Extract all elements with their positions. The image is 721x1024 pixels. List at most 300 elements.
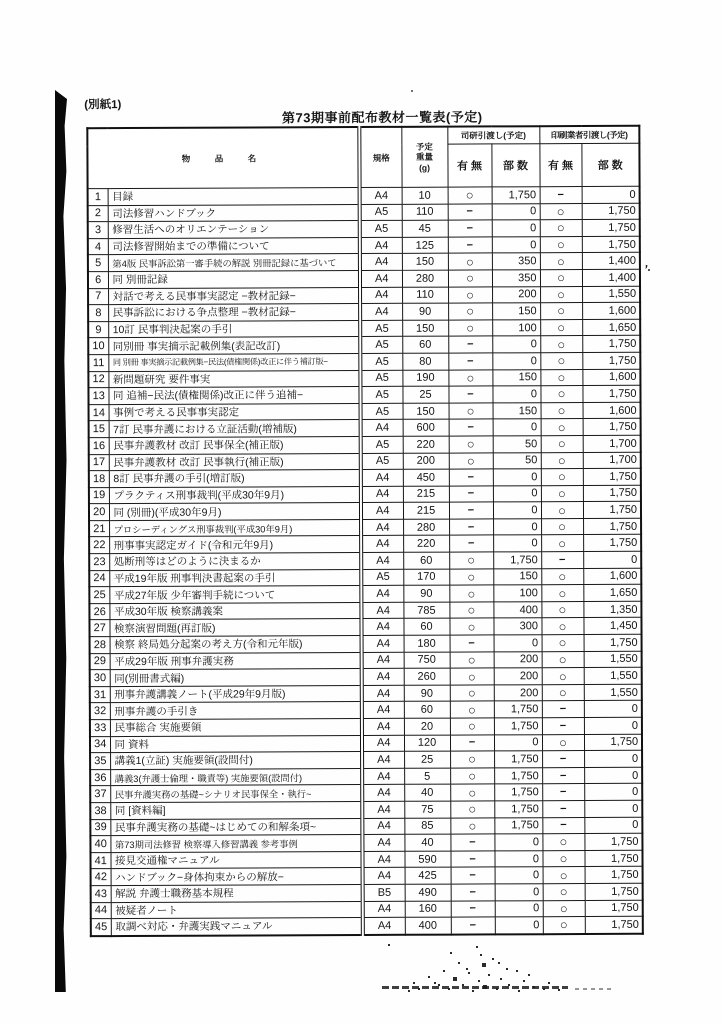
item-name: 目録 (108, 188, 360, 206)
shiken-presence-mark: ○ (448, 303, 492, 320)
printer-presence-mark: ○ (541, 568, 583, 585)
printer-copies: 1,750 (585, 900, 643, 917)
item-name: 司法修習開始までの準備について (108, 237, 360, 255)
row-number: 26 (89, 603, 109, 620)
printer-presence-mark: − (540, 187, 582, 204)
item-weight: 40 (404, 834, 450, 851)
item-weight: 25 (402, 386, 448, 403)
row-number: 30 (90, 670, 110, 687)
shiken-copies: 1,750 (494, 817, 542, 834)
item-name: 解説 弁護士職務基本規程 (111, 884, 363, 902)
item-name: 新問題研究 要件事実 (108, 370, 360, 388)
header-weight: 予定 重量 (g) (401, 127, 447, 188)
item-name: 同(別冊書式編) (110, 669, 362, 687)
shiken-presence-mark: ○ (448, 286, 492, 303)
item-size: A5 (361, 569, 403, 586)
item-weight: 490 (405, 884, 451, 901)
printer-presence-mark: ○ (540, 220, 582, 237)
scan-noise-streak (382, 986, 568, 989)
printer-copies: 1,550 (584, 667, 642, 684)
item-weight: 785 (403, 602, 449, 619)
item-name: 同 追補−民法(債権関係)改正に伴う追補− (108, 387, 360, 405)
table-row (88, 336, 640, 355)
table-row (89, 419, 641, 438)
item-name: 民事訴訟における争点整理 −教材記録− (108, 304, 360, 322)
header-item-name: 物 品 名 (87, 127, 359, 189)
printer-presence-mark: ○ (543, 883, 585, 900)
row-number: 41 (90, 852, 110, 869)
printer-presence-mark: ○ (541, 485, 583, 502)
printer-copies: 1,650 (583, 585, 641, 602)
table-body (88, 186, 643, 936)
item-size: A4 (360, 303, 402, 320)
item-weight: 170 (403, 569, 449, 586)
item-size: A4 (362, 669, 404, 686)
item-weight: 220 (403, 436, 449, 453)
shiken-presence-mark: ○ (449, 618, 493, 635)
item-weight: 150 (402, 253, 448, 270)
item-weight: 40 (404, 784, 450, 801)
printer-copies: 1,750 (582, 385, 640, 402)
shiken-copies: 0 (495, 867, 543, 884)
item-weight: 260 (404, 668, 450, 685)
printer-presence-mark: ○ (542, 668, 584, 685)
table-row (89, 452, 641, 471)
attachment-label: (別紙1) (84, 99, 122, 112)
item-size: A5 (361, 453, 403, 470)
shiken-presence-mark: − (449, 419, 493, 436)
item-name: プラクティス刑事裁判(平成30年9月) (109, 486, 361, 504)
shiken-presence-mark: ○ (449, 452, 493, 469)
item-name: 同 資料 (110, 735, 362, 753)
printer-copies: 1,750 (584, 833, 642, 850)
item-weight: 60 (403, 552, 449, 569)
printer-copies: 1,450 (583, 618, 641, 635)
printer-presence-mark: − (542, 751, 584, 768)
item-weight: 45 (402, 220, 448, 237)
item-name: 第73期司法修習 検察導入修習講義 参考事例 (110, 835, 362, 853)
item-weight: 80 (402, 353, 448, 370)
printer-copies: 0 (584, 717, 642, 734)
printer-presence-mark: − (542, 800, 584, 817)
shiken-copies: 0 (493, 502, 541, 519)
shiken-copies: 0 (492, 353, 540, 370)
item-size: A4 (360, 270, 402, 287)
printer-copies: 1,550 (584, 684, 642, 701)
shiken-copies: 0 (492, 236, 540, 253)
row-number: 6 (88, 272, 108, 289)
item-name: 平成30年版 検察講義案 (109, 602, 361, 620)
item-weight: 120 (404, 735, 450, 752)
shiken-copies: 350 (492, 270, 540, 287)
item-name: 10訂 民事判決起案の手引 (108, 320, 360, 338)
shiken-presence-mark: − (448, 353, 492, 370)
printer-presence-mark: ○ (541, 469, 583, 486)
item-name: 講義3(弁護士倫理・職責等) 実施要領(設問付) (110, 768, 362, 786)
printer-copies: 1,750 (585, 883, 643, 900)
printer-presence-mark: ○ (541, 585, 583, 602)
item-name: 同 [資料編] (110, 801, 362, 819)
item-size: A4 (362, 685, 404, 702)
shiken-copies: 200 (492, 286, 540, 303)
printer-copies: 1,750 (583, 468, 641, 485)
item-weight: 125 (402, 237, 448, 254)
printer-copies: 1,550 (582, 286, 640, 303)
header-group-shiken: 司研引渡し(予定) (447, 126, 539, 144)
printer-presence-mark: ○ (540, 236, 582, 253)
item-size: A5 (360, 386, 402, 403)
shiken-presence-mark: ○ (449, 602, 493, 619)
shiken-presence-mark: ○ (449, 436, 493, 453)
shiken-presence-mark: ○ (450, 718, 494, 735)
item-name: 刑事弁護の手引き (110, 702, 362, 720)
shiken-presence-mark: − (448, 204, 492, 221)
printer-copies: 0 (584, 701, 642, 718)
materials-table (86, 125, 644, 937)
printer-presence-mark: ○ (542, 684, 584, 701)
item-size: A4 (362, 751, 404, 768)
item-size: A4 (361, 586, 403, 603)
item-name: 接見交通権マニュアル (110, 851, 362, 869)
printer-presence-mark: ○ (541, 435, 583, 452)
printer-copies: 1,350 (583, 601, 641, 618)
table-row (88, 203, 640, 222)
row-number: 22 (89, 537, 109, 554)
printer-presence-mark: ○ (540, 286, 582, 303)
row-number: 45 (91, 919, 111, 936)
row-number: 5 (88, 255, 108, 272)
item-size: A4 (362, 718, 404, 735)
item-weight: 750 (404, 652, 450, 669)
printer-presence-mark: ○ (541, 502, 583, 519)
item-name: 検察演習問題(再訂版) (109, 619, 361, 637)
item-name: 刑事事実認定ガイド(令和元年9月) (109, 536, 361, 554)
item-size: A4 (362, 652, 404, 669)
row-number: 34 (90, 736, 110, 753)
item-size: A4 (360, 237, 402, 254)
item-size: A5 (361, 403, 403, 420)
printer-presence-mark: − (542, 784, 584, 801)
shiken-copies: 0 (492, 336, 540, 353)
item-weight: 590 (404, 851, 450, 868)
item-weight: 200 (403, 453, 449, 470)
item-name: 平成27年版 少年審判手続について (109, 586, 361, 604)
shiken-copies: 0 (493, 519, 541, 536)
item-weight: 75 (404, 801, 450, 818)
shiken-presence-mark: − (449, 469, 493, 486)
printer-presence-mark: − (542, 817, 584, 834)
shiken-presence-mark: ○ (450, 701, 494, 718)
row-number: 10 (88, 338, 108, 355)
printer-presence-mark: ○ (540, 319, 582, 336)
row-number: 40 (90, 836, 110, 853)
item-size: A4 (362, 735, 404, 752)
item-size: A4 (361, 536, 403, 553)
item-name: 8訂 民事弁護の手引(増訂版) (109, 470, 361, 488)
item-size: A4 (362, 768, 404, 785)
printer-copies: 1,750 (582, 219, 640, 236)
printer-copies: 1,750 (583, 502, 641, 519)
item-weight: 5 (404, 768, 450, 785)
item-size: A5 (360, 221, 402, 238)
table-row (88, 253, 640, 272)
shiken-copies: 350 (492, 253, 540, 270)
shiken-copies: 1,750 (493, 552, 541, 569)
shiken-copies: 50 (493, 452, 541, 469)
printer-copies: 1,600 (583, 402, 641, 419)
shiken-copies: 50 (493, 436, 541, 453)
shiken-presence-mark: − (451, 884, 495, 901)
printer-copies: 1,550 (584, 651, 642, 668)
shiken-presence-mark: − (449, 486, 493, 503)
item-name: 同 別冊記録 (108, 270, 360, 288)
printer-copies: 1,750 (585, 916, 643, 933)
shiken-presence-mark: − (449, 502, 493, 519)
item-name: 同別冊 事実摘示記載例集(表記改訂) (108, 337, 360, 355)
item-weight: 215 (403, 502, 449, 519)
printer-presence-mark: ○ (541, 535, 583, 552)
printer-copies: 1,750 (585, 850, 643, 867)
item-name: 民事総合 実施要領 (110, 718, 362, 736)
shiken-copies: 150 (493, 402, 541, 419)
printer-presence-mark: ○ (541, 601, 583, 618)
item-size: A4 (361, 602, 403, 619)
shiken-presence-mark: − (451, 867, 495, 884)
row-number: 44 (91, 902, 111, 919)
table-row (89, 485, 641, 504)
item-name: ハンドブック−身体拘束からの解放− (111, 868, 363, 886)
row-number: 14 (89, 404, 109, 421)
printer-presence-mark: ○ (540, 386, 582, 403)
printer-presence-mark: ○ (541, 402, 583, 419)
item-name: 平成29年版 刑事弁護実務 (110, 652, 362, 670)
item-size: A4 (362, 834, 404, 851)
shiken-copies: 0 (492, 203, 540, 220)
row-number: 1 (88, 189, 108, 206)
row-number: 21 (89, 520, 109, 537)
item-weight: 20 (404, 718, 450, 735)
printer-copies: 1,750 (582, 203, 640, 220)
printer-copies: 0 (584, 767, 642, 784)
shiken-copies: 200 (494, 651, 542, 668)
shiken-copies: 0 (493, 419, 541, 436)
shiken-copies: 0 (493, 485, 541, 502)
item-size: A5 (360, 320, 402, 337)
printer-copies: 1,750 (583, 518, 641, 535)
row-number: 12 (88, 371, 108, 388)
item-size: A4 (361, 420, 403, 437)
header-printer-copies: 部 数 (581, 143, 639, 186)
printer-presence-mark: ○ (540, 270, 582, 287)
printer-copies: 1,600 (582, 302, 640, 319)
header-size: 規格 (359, 127, 401, 188)
item-weight: 150 (402, 320, 448, 337)
shiken-copies: 1,750 (492, 187, 540, 204)
printer-copies: 1,750 (582, 336, 640, 353)
item-size: A5 (360, 337, 402, 354)
item-name: 司法修習ハンドブック (108, 204, 360, 222)
item-weight: 60 (404, 702, 450, 719)
item-weight: 215 (403, 486, 449, 503)
printer-presence-mark: ○ (543, 900, 585, 917)
item-name: 同 別冊 事実摘示記載例集−民法(債権関係)改正に伴う補訂版− (108, 353, 360, 371)
shiken-copies: 0 (494, 635, 542, 652)
item-size: A5 (360, 370, 402, 387)
row-number: 23 (89, 554, 109, 571)
item-size: A4 (361, 519, 403, 536)
item-weight: 25 (404, 751, 450, 768)
printer-presence-mark: ○ (540, 203, 582, 220)
table-row (89, 568, 641, 587)
row-number: 3 (88, 222, 108, 239)
row-number: 7 (88, 288, 108, 305)
printer-copies: 0 (583, 551, 641, 568)
item-weight: 600 (403, 419, 449, 436)
shiken-presence-mark: ○ (449, 585, 493, 602)
table-row (89, 585, 641, 604)
shiken-copies: 150 (492, 303, 540, 320)
shiken-copies: 150 (492, 369, 540, 386)
printer-copies: 0 (584, 750, 642, 767)
shiken-presence-mark: ○ (448, 187, 492, 204)
printer-presence-mark: ○ (540, 303, 582, 320)
shiken-presence-mark: − (448, 386, 492, 403)
shiken-copies: 0 (494, 850, 542, 867)
item-size: A4 (361, 552, 403, 569)
shiken-copies: 100 (492, 319, 540, 336)
row-number: 42 (91, 869, 111, 886)
row-number: 11 (88, 355, 108, 372)
shiken-presence-mark: − (451, 917, 495, 934)
shiken-presence-mark: ○ (450, 652, 494, 669)
printer-copies: 0 (584, 784, 642, 801)
item-weight: 85 (404, 818, 450, 835)
table-row (89, 502, 641, 521)
row-number: 17 (89, 454, 109, 471)
table-row (89, 535, 641, 554)
shiken-copies: 1,750 (494, 767, 542, 784)
shiken-presence-mark: ○ (450, 817, 494, 834)
printer-copies: 1,750 (582, 352, 640, 369)
item-weight: 110 (402, 204, 448, 221)
item-size: A5 (360, 353, 402, 370)
row-number: 27 (89, 620, 109, 637)
row-number: 24 (89, 570, 109, 587)
shiken-presence-mark: − (450, 834, 494, 851)
shiken-copies: 0 (493, 469, 541, 486)
row-number: 33 (90, 720, 110, 737)
row-number: 25 (89, 587, 109, 604)
header-group-printer: 印刷業者引渡し(予定) (539, 126, 639, 144)
shiken-presence-mark: ○ (450, 768, 494, 785)
shiken-copies: 0 (492, 386, 540, 403)
printer-presence-mark: ○ (543, 917, 585, 934)
table-row (91, 916, 643, 936)
table-row (90, 651, 642, 670)
item-size: A4 (363, 901, 405, 918)
shiken-copies: 0 (493, 535, 541, 552)
printer-presence-mark: − (542, 701, 584, 718)
row-number: 37 (90, 786, 110, 803)
shiken-copies: 300 (493, 618, 541, 635)
printer-presence-mark: ○ (541, 452, 583, 469)
shiken-copies: 1,750 (494, 718, 542, 735)
printer-copies: 0 (584, 817, 642, 834)
item-size: A5 (360, 204, 402, 221)
row-number: 43 (91, 886, 111, 903)
table-row (91, 900, 643, 919)
printer-copies: 0 (582, 186, 640, 203)
item-size: A4 (362, 785, 404, 802)
printer-presence-mark: ○ (540, 336, 582, 353)
item-weight: 220 (403, 536, 449, 553)
shiken-presence-mark: − (451, 900, 495, 917)
printer-copies: 1,750 (583, 419, 641, 436)
shiken-presence-mark: ○ (448, 320, 492, 337)
table-row (90, 734, 642, 753)
item-name: 同 (別冊)(平成30年9月) (109, 503, 361, 521)
header-printer-presence: 有 無 (539, 144, 581, 187)
row-number: 20 (89, 504, 109, 521)
shiken-presence-mark: − (448, 336, 492, 353)
scan-noise-dots (388, 944, 390, 946)
item-size: B5 (363, 884, 405, 901)
row-number: 36 (90, 769, 110, 786)
item-size: A5 (361, 436, 403, 453)
item-name: 民事弁護教材 改訂 民事保全(補正版) (109, 436, 361, 454)
item-weight: 190 (402, 370, 448, 387)
printer-presence-mark: ○ (542, 651, 584, 668)
item-weight: 90 (404, 685, 450, 702)
row-number: 13 (88, 388, 108, 405)
table-row (88, 286, 640, 305)
item-size: A4 (362, 702, 404, 719)
table-row (88, 369, 640, 388)
item-size: A4 (362, 818, 404, 835)
printer-presence-mark: ○ (543, 867, 585, 884)
shiken-copies: 1,750 (494, 751, 542, 768)
item-size: A4 (362, 801, 404, 818)
shiken-copies: 400 (493, 602, 541, 619)
printer-presence-mark: ○ (542, 834, 584, 851)
printer-copies: 1,650 (582, 319, 640, 336)
row-number: 32 (90, 703, 110, 720)
item-size: A4 (363, 917, 405, 934)
shiken-presence-mark: ○ (449, 569, 493, 586)
shiken-copies: 1,750 (494, 801, 542, 818)
item-size: A4 (363, 868, 405, 885)
item-weight: 180 (404, 635, 450, 652)
printer-presence-mark: ○ (540, 369, 582, 386)
printer-presence-mark: − (542, 718, 584, 735)
item-weight: 150 (403, 403, 449, 420)
item-name: 平成19年版 刑事判決書起案の手引 (109, 569, 361, 587)
shiken-presence-mark: − (450, 851, 494, 868)
printer-copies: 1,750 (584, 634, 642, 651)
shiken-presence-mark: ○ (450, 685, 494, 702)
item-name: 被疑者ノート (111, 901, 363, 919)
item-name: 事例で考える民事事実認定 (109, 403, 361, 421)
shiken-copies: 0 (494, 734, 542, 751)
shiken-presence-mark: − (450, 735, 494, 752)
scan-speck-dot (411, 90, 413, 92)
row-number: 38 (90, 803, 110, 820)
item-size: A4 (360, 287, 402, 304)
item-name: 7訂 民事弁護における立証活動(増補版) (109, 420, 361, 438)
item-size: A4 (362, 635, 404, 652)
item-weight: 280 (403, 519, 449, 536)
printer-copies: 1,750 (585, 867, 643, 884)
